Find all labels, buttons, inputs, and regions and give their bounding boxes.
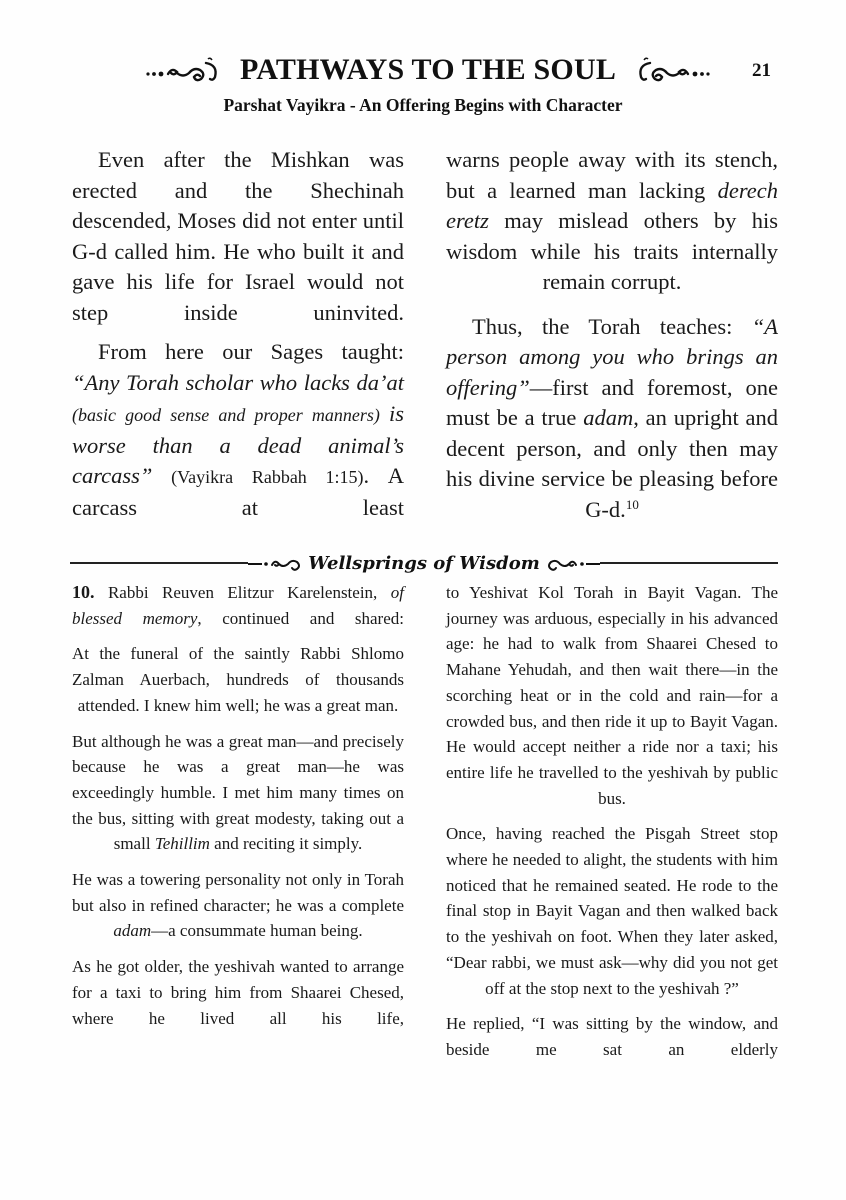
- paragraph-text: —a consummate human being.: [151, 921, 363, 941]
- footnote-paragraph: [72, 954, 404, 1031]
- paragraph-text: —first and foremost, one must be a true: [446, 374, 778, 430]
- paragraph-text: He was a towering personality not only in Torah but also in refined character; he was a complete: [72, 870, 404, 915]
- paragraph-text: At the funeral of the saintly Rabbi Shlomo Zalman Auerbach, hundreds of thousands attended. I knew him well; he was a great man.: [72, 644, 404, 715]
- gloss-text: (basic good sense and proper manners): [72, 405, 389, 425]
- honorific-italic: of blessed memory: [72, 583, 404, 628]
- footnote-paragraph: [72, 641, 404, 718]
- running-head: [128, 50, 728, 90]
- paragraph-text: Rabbi Reuven Elitzur Karelenstein,: [94, 583, 391, 602]
- paragraph-text: Even after the Mishkan was erected and the Shechinah descended, Moses did not enter until G-d called him. He who built it and gave his life for Israel would not step inside uninvited.: [72, 147, 404, 325]
- divider-ornament-right-icon: [544, 553, 600, 573]
- sages-quote: “Any Torah scholar who lacks da’at: [72, 369, 404, 395]
- paragraph-text: to Yeshivat Kol Torah in Bayit Vagan. The journey was arduous, especially in his advanced age: he had to walk from Shaarei Chesed to Mahane Yehudah, and then wait there—in the scorching heat or in the cold and rain—for a crowded bus, and then ride it up to Bayit Vagan. He would accept neither a ride nor a taxi; his entire life he travelled to the yeshivah by public bus.: [446, 583, 778, 808]
- paragraph-text: , an upright and decent person, and only then may his divine service be pleasing before G-d.: [446, 405, 778, 522]
- term-italic: adam: [583, 405, 634, 430]
- scroll-ornament-left-icon: [144, 55, 234, 85]
- paragraph-text: may mislead others by his wisdom while his traits internally remain corrupt.: [446, 208, 778, 294]
- main-paragraph: [446, 312, 778, 526]
- section-divider-label: Wellsprings of Wisdom: [308, 552, 540, 574]
- term-italic: Tehillim: [154, 834, 210, 854]
- sages-quote: is worse than a dead animal’s carcass”: [72, 401, 404, 488]
- paragraph-text: From here our Sages taught:: [98, 339, 404, 364]
- paragraph-text: Thus, the Torah teaches:: [472, 313, 752, 339]
- footnote-paragraph: [446, 821, 778, 1001]
- footnote-paragraph: [446, 1011, 778, 1062]
- footnote-number: 10.: [72, 582, 95, 602]
- main-paragraph: [72, 145, 404, 328]
- torah-quote: “A person among you who brings an offering”: [446, 313, 778, 400]
- main-column-right: [446, 145, 778, 534]
- paragraph-text: . A carcass at least: [72, 463, 405, 520]
- divider-rule: [600, 562, 778, 563]
- main-paragraph: [72, 337, 404, 523]
- footnote-column-right: [446, 580, 778, 1073]
- divider-ornament-left-icon: [248, 553, 304, 573]
- footnote-paragraph: [72, 580, 404, 631]
- paragraph-text: But although he was a great man—and precisely because he was a great man—he was exceedingly humble. I met him many times on the bus, sitting with great modesty, taking out a small: [72, 731, 404, 854]
- main-column-left: [72, 145, 404, 532]
- paragraph-text: Once, having reached the Pisgah Street stop where he needed to alight, the students with him noticed that he remained seated. He rode to the final stop in Bayit Vagan and then walked back to the yeshivah on foot. When they later asked, “Dear rabbi, we must ask—why did you not get off at the stop next to the yeshivah ?”: [446, 824, 778, 998]
- paragraph-text: and reciting it simply.: [209, 834, 363, 854]
- main-paragraph: [446, 145, 778, 298]
- divider-rule: [70, 562, 248, 563]
- paragraph-text: , continued and shared:: [197, 608, 404, 628]
- term-italic: adam: [113, 921, 152, 941]
- citation: (Vayikra Rabbah 1:15): [152, 467, 364, 487]
- running-title: PATHWAYS TO THE SOUL: [239, 53, 617, 86]
- footnote-reference[interactable]: 10: [625, 496, 639, 512]
- paragraph-text: He replied, “I was sitting by the window, and beside me sat an elderly: [446, 1014, 778, 1059]
- footnote-paragraph: [72, 729, 404, 858]
- term-italic: derech eretz: [446, 177, 778, 233]
- chapter-subtitle: Parshat Vayikra - An Offering Begins with Character: [223, 95, 623, 115]
- scroll-ornament-right-icon: [622, 55, 712, 85]
- page-number: 21: [752, 60, 771, 81]
- footnote-paragraph: [72, 867, 404, 944]
- footnote-column-left: [72, 580, 404, 1041]
- paragraph-text: As he got older, the yeshivah wanted to arrange for a taxi to bring him from Shaarei Chesed, where he lived all his life,: [72, 957, 404, 1028]
- paragraph-text: warns people away with its stench, but a learned man lacking: [446, 147, 778, 203]
- section-divider: [70, 548, 778, 578]
- footnote-paragraph: [446, 580, 778, 811]
